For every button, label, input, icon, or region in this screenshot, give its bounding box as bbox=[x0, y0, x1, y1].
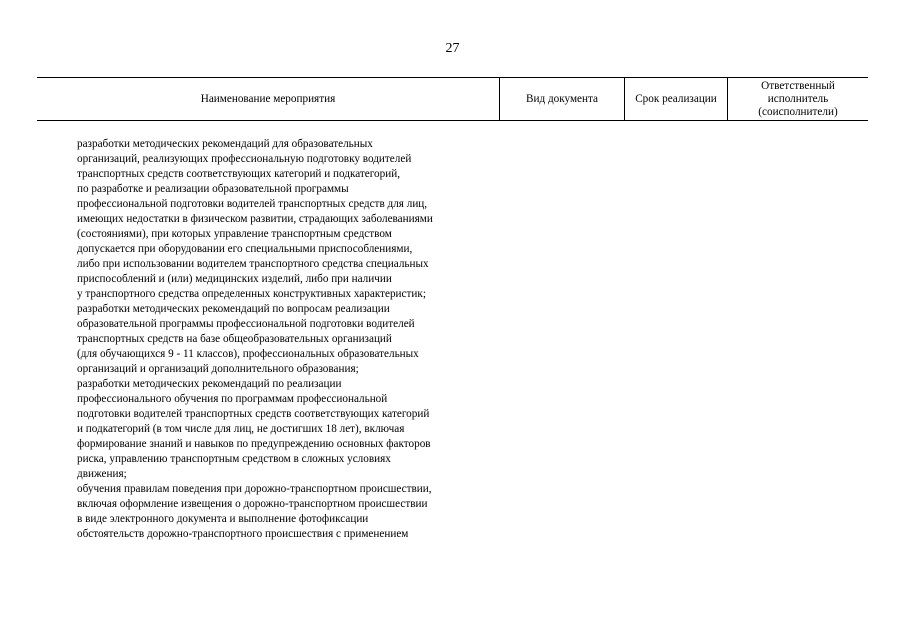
text-line: разработки методических рекомендаций для образовательных bbox=[77, 138, 373, 150]
column-header-term: Срок реализации bbox=[624, 78, 727, 120]
text-line: профессиональной подготовки водителей транспортных средств для лиц, bbox=[77, 198, 428, 210]
text-line: (состояниями), при которых управление транспортным средством bbox=[77, 228, 392, 240]
text-line: организаций и организаций дополнительного образования; bbox=[77, 363, 359, 375]
measure-description bbox=[77, 137, 507, 542]
text-line: в виде электронного документа и выполнение фотофиксации bbox=[77, 513, 369, 525]
text-line: формирование знаний и навыков по предупреждению основных факторов bbox=[77, 438, 431, 450]
text-line: по разработке и реализации образовательной программы bbox=[77, 183, 349, 195]
text-line: и подкатегорий (в том числе для лиц, не достигших 18 лет), включая bbox=[77, 423, 405, 435]
text-line: имеющих недостатки в физическом развитии, страдающих заболеваниями bbox=[77, 213, 433, 225]
table-header bbox=[37, 77, 868, 121]
text-line: транспортных средств соответствующих категорий и подкатегорий, bbox=[77, 168, 401, 180]
page-number: 27 bbox=[445, 41, 460, 56]
text-line: риска, управлению транспортным средством в сложных условиях bbox=[77, 453, 391, 465]
text-line: допускается при оборудовании его специальными приспособлениями, bbox=[77, 243, 413, 255]
text-line: у транспортного средства определенных конструктивных характеристик; bbox=[77, 288, 426, 300]
text-line: включая оформление извещения о дорожно-транспортном происшествии bbox=[77, 498, 428, 510]
column-header-responsible: Ответственный исполнитель (соисполнители) bbox=[727, 78, 868, 120]
text-line: транспортных средств на базе общеобразовательных организаций bbox=[77, 333, 392, 345]
column-header-doc-type: Вид документа bbox=[499, 78, 624, 120]
text-line: разработки методических рекомендаций по вопросам реализации bbox=[77, 303, 390, 315]
text-line: обучения правилам поведения при дорожно-транспортном происшествии, bbox=[77, 483, 432, 495]
column-header-name: Наименование мероприятия bbox=[200, 93, 336, 105]
text-line: разработки методических рекомендаций по реализации bbox=[77, 378, 342, 390]
text-line: (для обучающихся 9 - 11 классов), профессиональных образовательных bbox=[77, 348, 419, 360]
text-line: образовательной программы профессиональной подготовки водителей bbox=[77, 318, 415, 330]
text-line: приспособлений и (или) медицинских изделий, либо при наличии bbox=[77, 273, 392, 285]
text-line: движения; bbox=[77, 468, 127, 480]
text-line: либо при использовании водителем транспортного средства специальных bbox=[77, 258, 429, 270]
text-line: подготовки водителей транспортных средств соответствующих категорий bbox=[77, 408, 430, 420]
text-line: обстоятельств дорожно-транспортного происшествия с применением bbox=[77, 528, 409, 540]
text-line: организаций, реализующих профессиональную подготовку водителей bbox=[77, 153, 412, 165]
text-line: профессионального обучения по программам профессиональной bbox=[77, 393, 388, 405]
